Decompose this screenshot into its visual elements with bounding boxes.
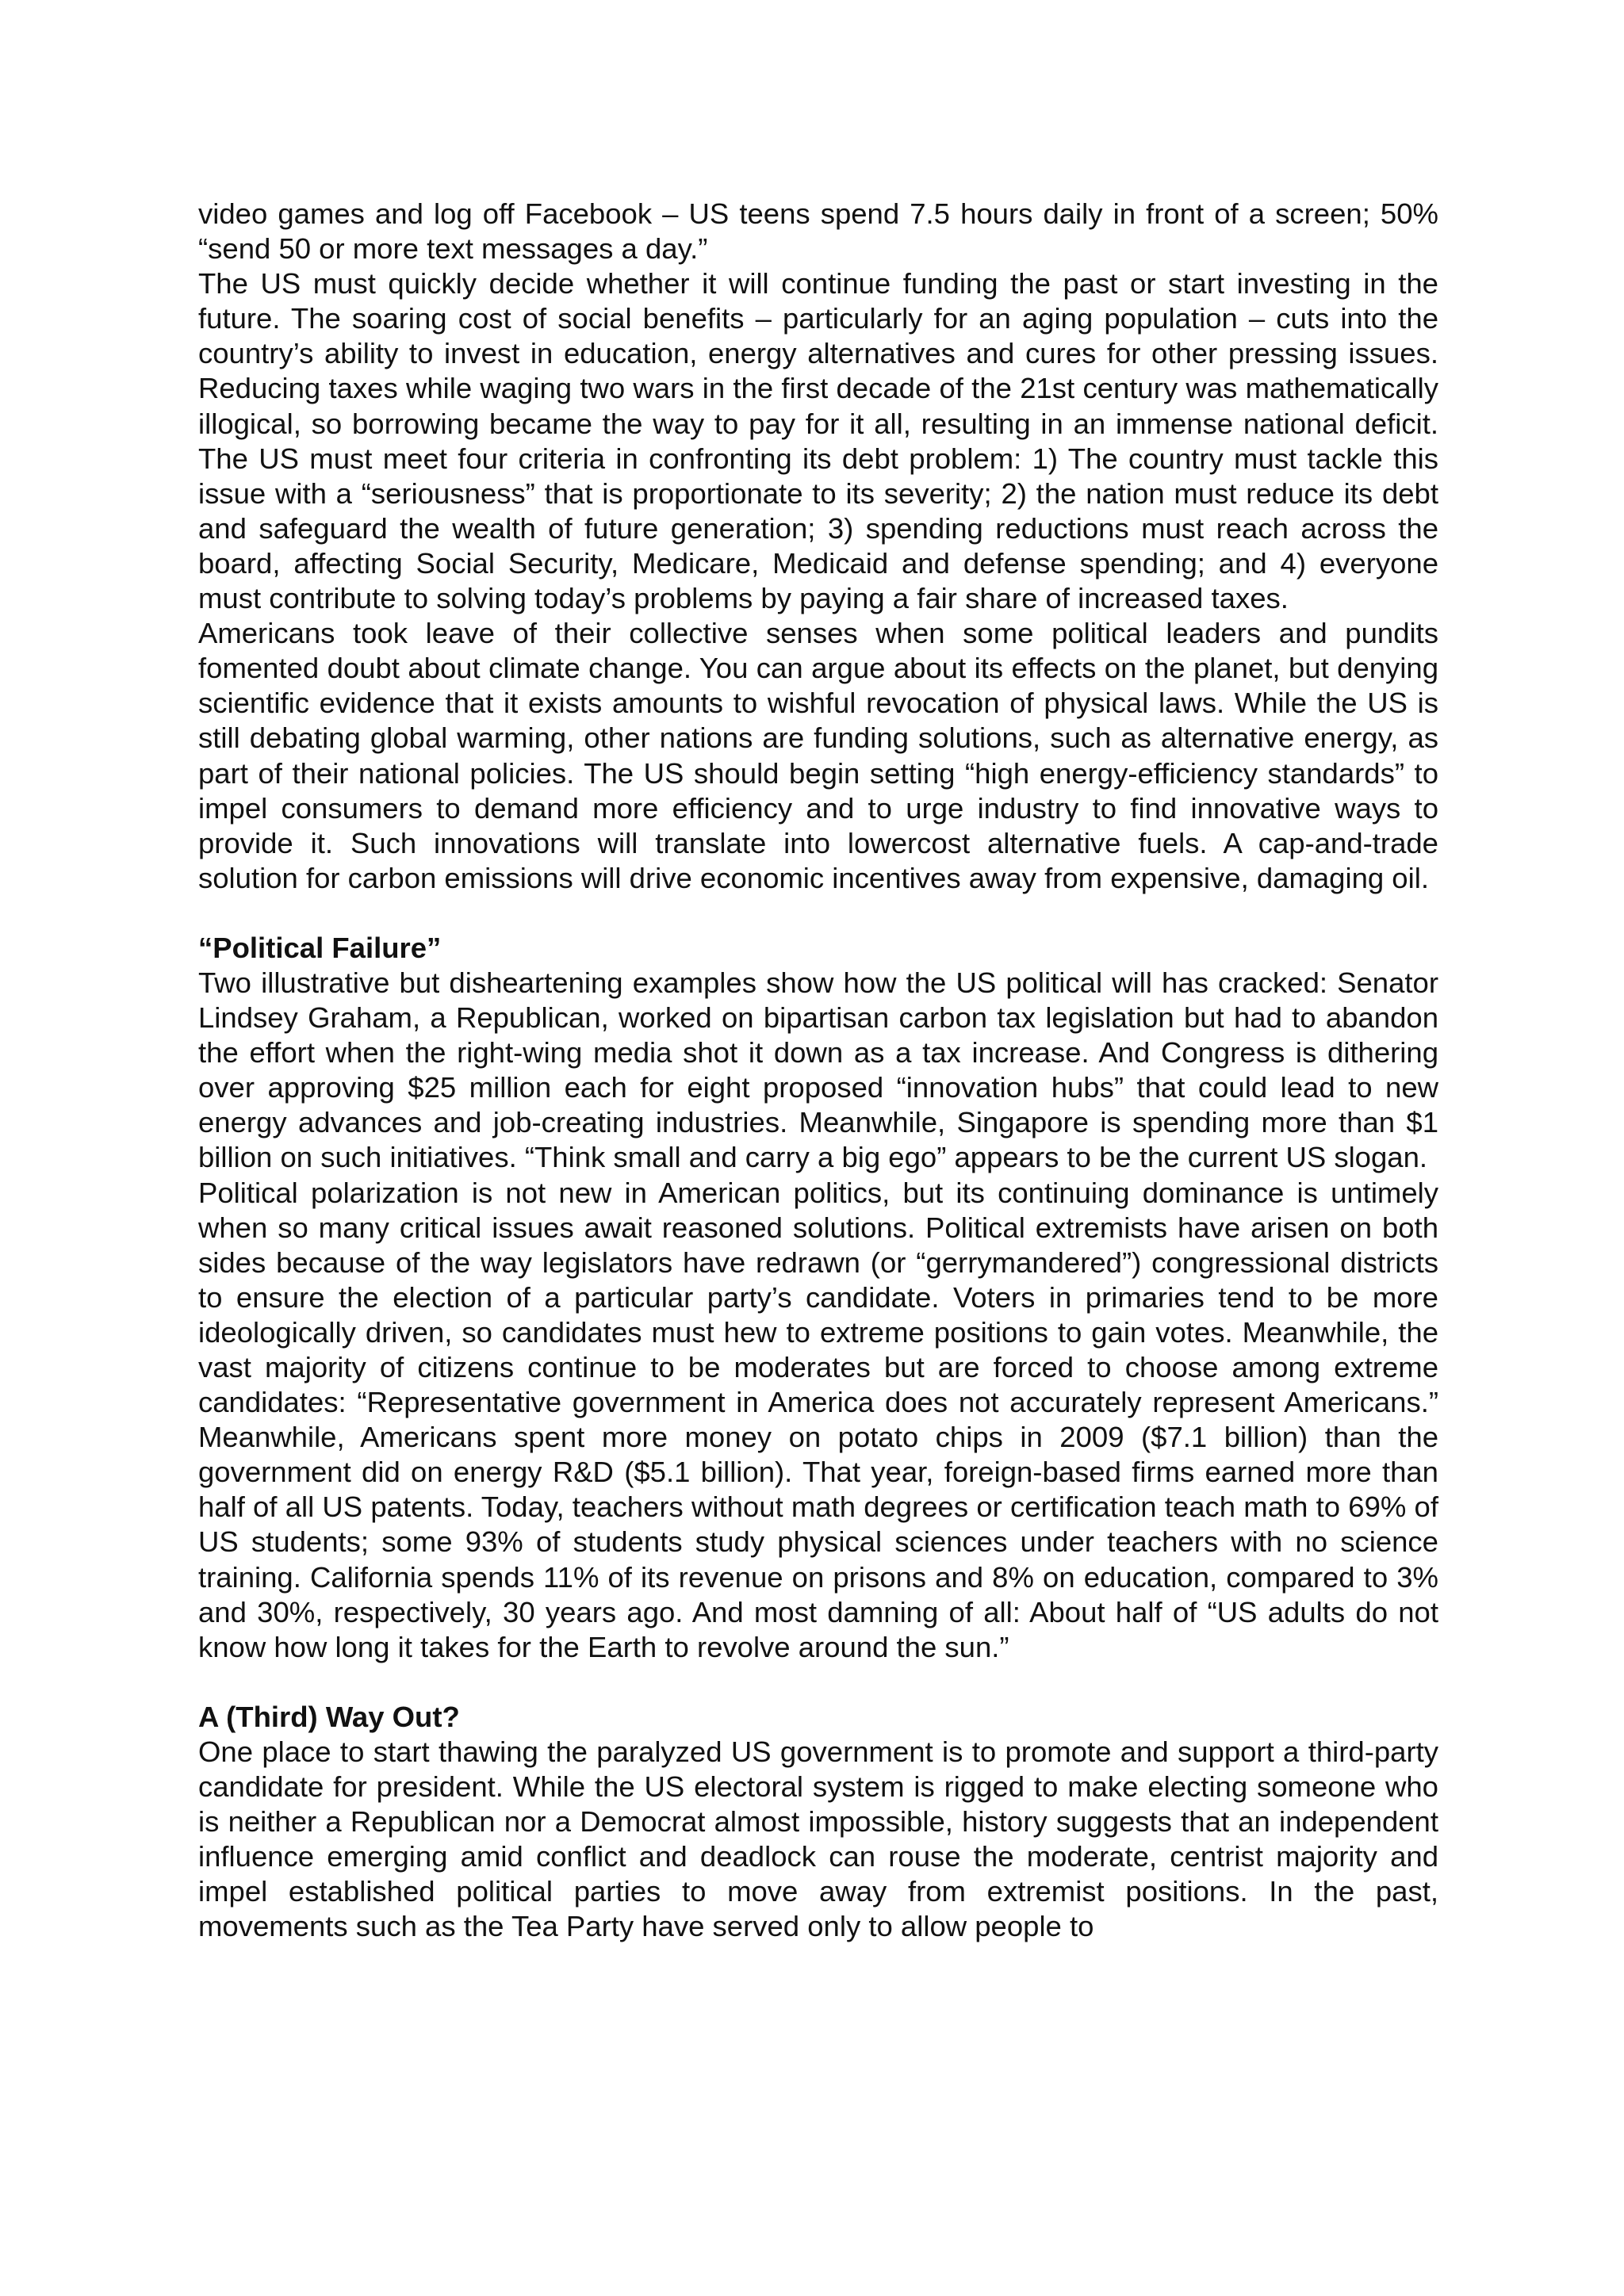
section-heading: A (Third) Way Out? [198, 1700, 460, 1733]
paragraph: Two illustrative but disheartening examples show how the US political will has cracked: Senator Lindsey Graham, a Republican, worked on bipartisan carbon tax legislation but had to abandon the effort when the right-wing media shot it down as a tax increase. And Congress is dithering over approving $25 million each for eight proposed “innovation hubs” that could lead to new energy advances and job-creating industries. Meanwhile, Singapore is spending more than $1 billion on such initiatives. “Think small and carry a big ego” appears to be the current US slogan. [198, 966, 1438, 1174]
paragraph: One place to start thawing the paralyzed US government is to promote and support a third-party candidate for president. While the US electoral system is rigged to make electing someone who is neither a Republican nor a Democrat almost impossible, history suggests that an independent influence emerging amid conflict and deadlock can rouse the moderate, centrist majority and impel established political parties to move away from extremist positions. In the past, movements such as the Tea Party have served only to allow people to [198, 1735, 1438, 1943]
paragraph: Americans took leave of their collective senses when some political leaders and pundits fomented doubt about climate change. You can argue about its effects on the planet, but denying scientific evidence that it exists amounts to wishful revocation of physical laws. While the US is still debating global warming, other nations are funding solutions, such as alternative energy, as part of their national policies. The US should begin setting “high energy-efficiency standards” to impel consumers to demand more efficiency and to urge industry to find innovative ways to provide it. Such innovations will translate into lowercost alternative fuels. A cap-and-trade solution for carbon emissions will drive economic incentives away from expensive, damaging oil. [198, 617, 1438, 894]
paragraph: Political polarization is not new in American politics, but its continuing dominance is untimely when so many critical issues await reasoned solutions. Political extremists have arisen on both sides because of the way legislators have redrawn (or “gerrymandered”) congressional districts to ensure the election of a particular party’s candidate. Voters in primaries tend to be more ideologically driven, so candidates must hew to extreme positions to gain votes. Meanwhile, the vast majority of citizens continue to be moderates but are forced to choose among extreme candidates: “Representative government in America does not accurately represent Americans.” Meanwhile, Americans spent more money on potato chips in 2009 ($7.1 billion) than the government did on energy R&D ($5.1 billion). That year, foreign-based firms earned more than half of all US patents. Today, teachers without math degrees or certification teach math to 69% of US students; some 93% of students study physical sciences under teachers with no science training. California spends 11% of its revenue on prisons and 8% on education, compared to 3% and 30%, respectively, 30 years ago. And most damning of all: About half of “US adults do not know how long it takes for the Earth to revolve around the sun.” [198, 1176, 1438, 1663]
document-page [198, 197, 1438, 1945]
section-heading: “Political Failure” [198, 931, 442, 964]
paragraph: The US must quickly decide whether it will continue funding the past or start investing in the future. The soaring cost of social benefits – particularly for an aging population – cuts into the country’s ability to invest in education, energy alternatives and cures for other pressing issues. Reducing taxes while waging two wars in the first decade of the 21st century was mathematically illogical, so borrowing became the way to pay for it all, resulting in an immense national deficit. The US must meet four criteria in confronting its debt problem: 1) The country must tackle this issue with a “seriousness” that is proportionate to its severity; 2) the nation must reduce its debt and safeguard the wealth of future generation; 3) spending reductions must reach across the board, affecting Social Security, Medicare, Medicaid and defense spending; and 4) everyone must contribute to solving today’s problems by paying a fair share of increased taxes. [198, 267, 1438, 615]
paragraph: video games and log off Facebook – US teens spend 7.5 hours daily in front of a screen; 50% “send 50 or more text messages a day.” [198, 197, 1438, 266]
